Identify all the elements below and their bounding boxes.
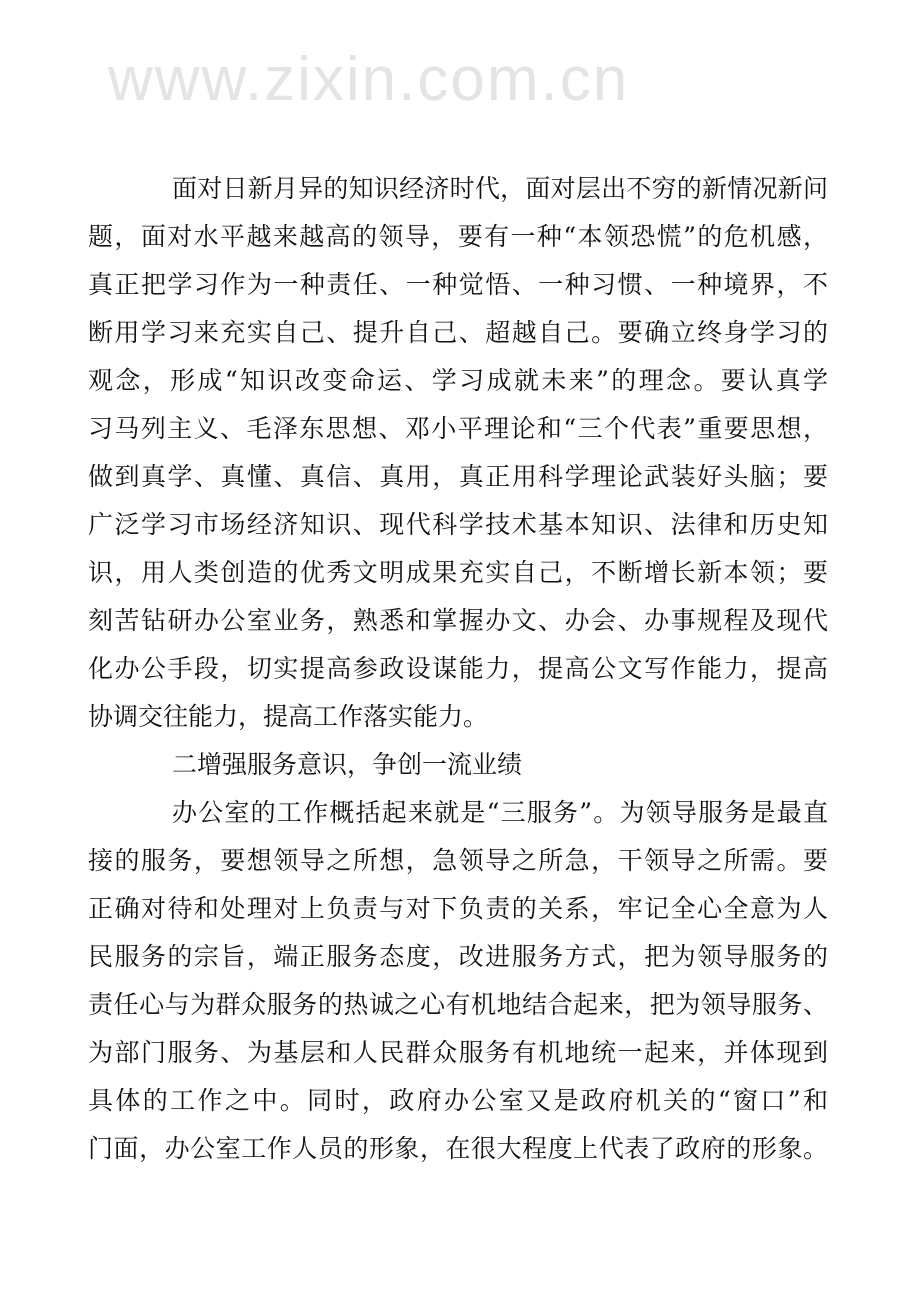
watermark: www.zixin.com.cn — [108, 45, 630, 114]
paragraph-line: 习马列主义、毛泽东思想、邓小平理论和“三个代表”重要思想， — [88, 414, 828, 443]
paragraph-line: 题，面对水平越来越高的领导，要有一种“本领恐慌”的危机感， — [88, 222, 828, 251]
document-body — [88, 165, 828, 1173]
paragraph-line: 观念，形成“知识改变命运、学习成就未来”的理念。要认真学 — [88, 366, 828, 395]
paragraph-line: 刻苦钻研办公室业务，熟悉和掌握办文、办会、办事规程及现代 — [88, 606, 828, 635]
paragraph-line: 面对日新月异的知识经济时代，面对层出不穷的新情况新问 — [172, 174, 828, 203]
paragraph-line: 门面，办公室工作人员的形象，在很大程度上代表了政府的形象。 — [88, 1134, 828, 1163]
paragraph-line: 具体的工作之中。同时，政府办公室又是政府机关的“窗口”和 — [88, 1086, 828, 1115]
paragraph-line: 真正把学习作为一种责任、一种觉悟、一种习惯、一种境界，不 — [88, 270, 828, 299]
paragraph-line: 化办公手段，切实提高参政设谋能力，提高公文写作能力，提高 — [88, 654, 828, 683]
paragraph-line: 民服务的宗旨，端正服务态度，改进服务方式，把为领导服务的 — [88, 942, 828, 971]
paragraph-line: 广泛学习市场经济知识、现代科学技术基本知识、法律和历史知 — [88, 510, 828, 539]
paragraph-line: 接的服务，要想领导之所想，急领导之所急，干领导之所需。要 — [88, 846, 828, 875]
paragraph-line: 断用学习来充实自己、提升自己、超越自己。要确立终身学习的 — [88, 318, 828, 347]
paragraph-line: 办公室的工作概括起来就是“三服务”。为领导服务是最直 — [172, 798, 828, 827]
paragraph-line: 责任心与为群众服务的热诚之心有机地结合起来，把为领导服务、 — [88, 990, 828, 1019]
paragraph-line: 为部门服务、为基层和人民群众服务有机地统一起来，并体现到 — [88, 1038, 828, 1067]
section-heading: 二增强服务意识，争创一流业绩 — [172, 750, 523, 779]
paragraph-line: 正确对待和处理对上负责与对下负责的关系，牢记全心全意为人 — [88, 894, 828, 923]
paragraph-line: 协调交往能力，提高工作落实能力。 — [88, 702, 489, 731]
paragraph-line: 做到真学、真懂、真信、真用，真正用科学理论武装好头脑；要 — [88, 462, 828, 491]
paragraph-line: 识，用人类创造的优秀文明成果充实自己，不断增长新本领；要 — [88, 558, 828, 587]
